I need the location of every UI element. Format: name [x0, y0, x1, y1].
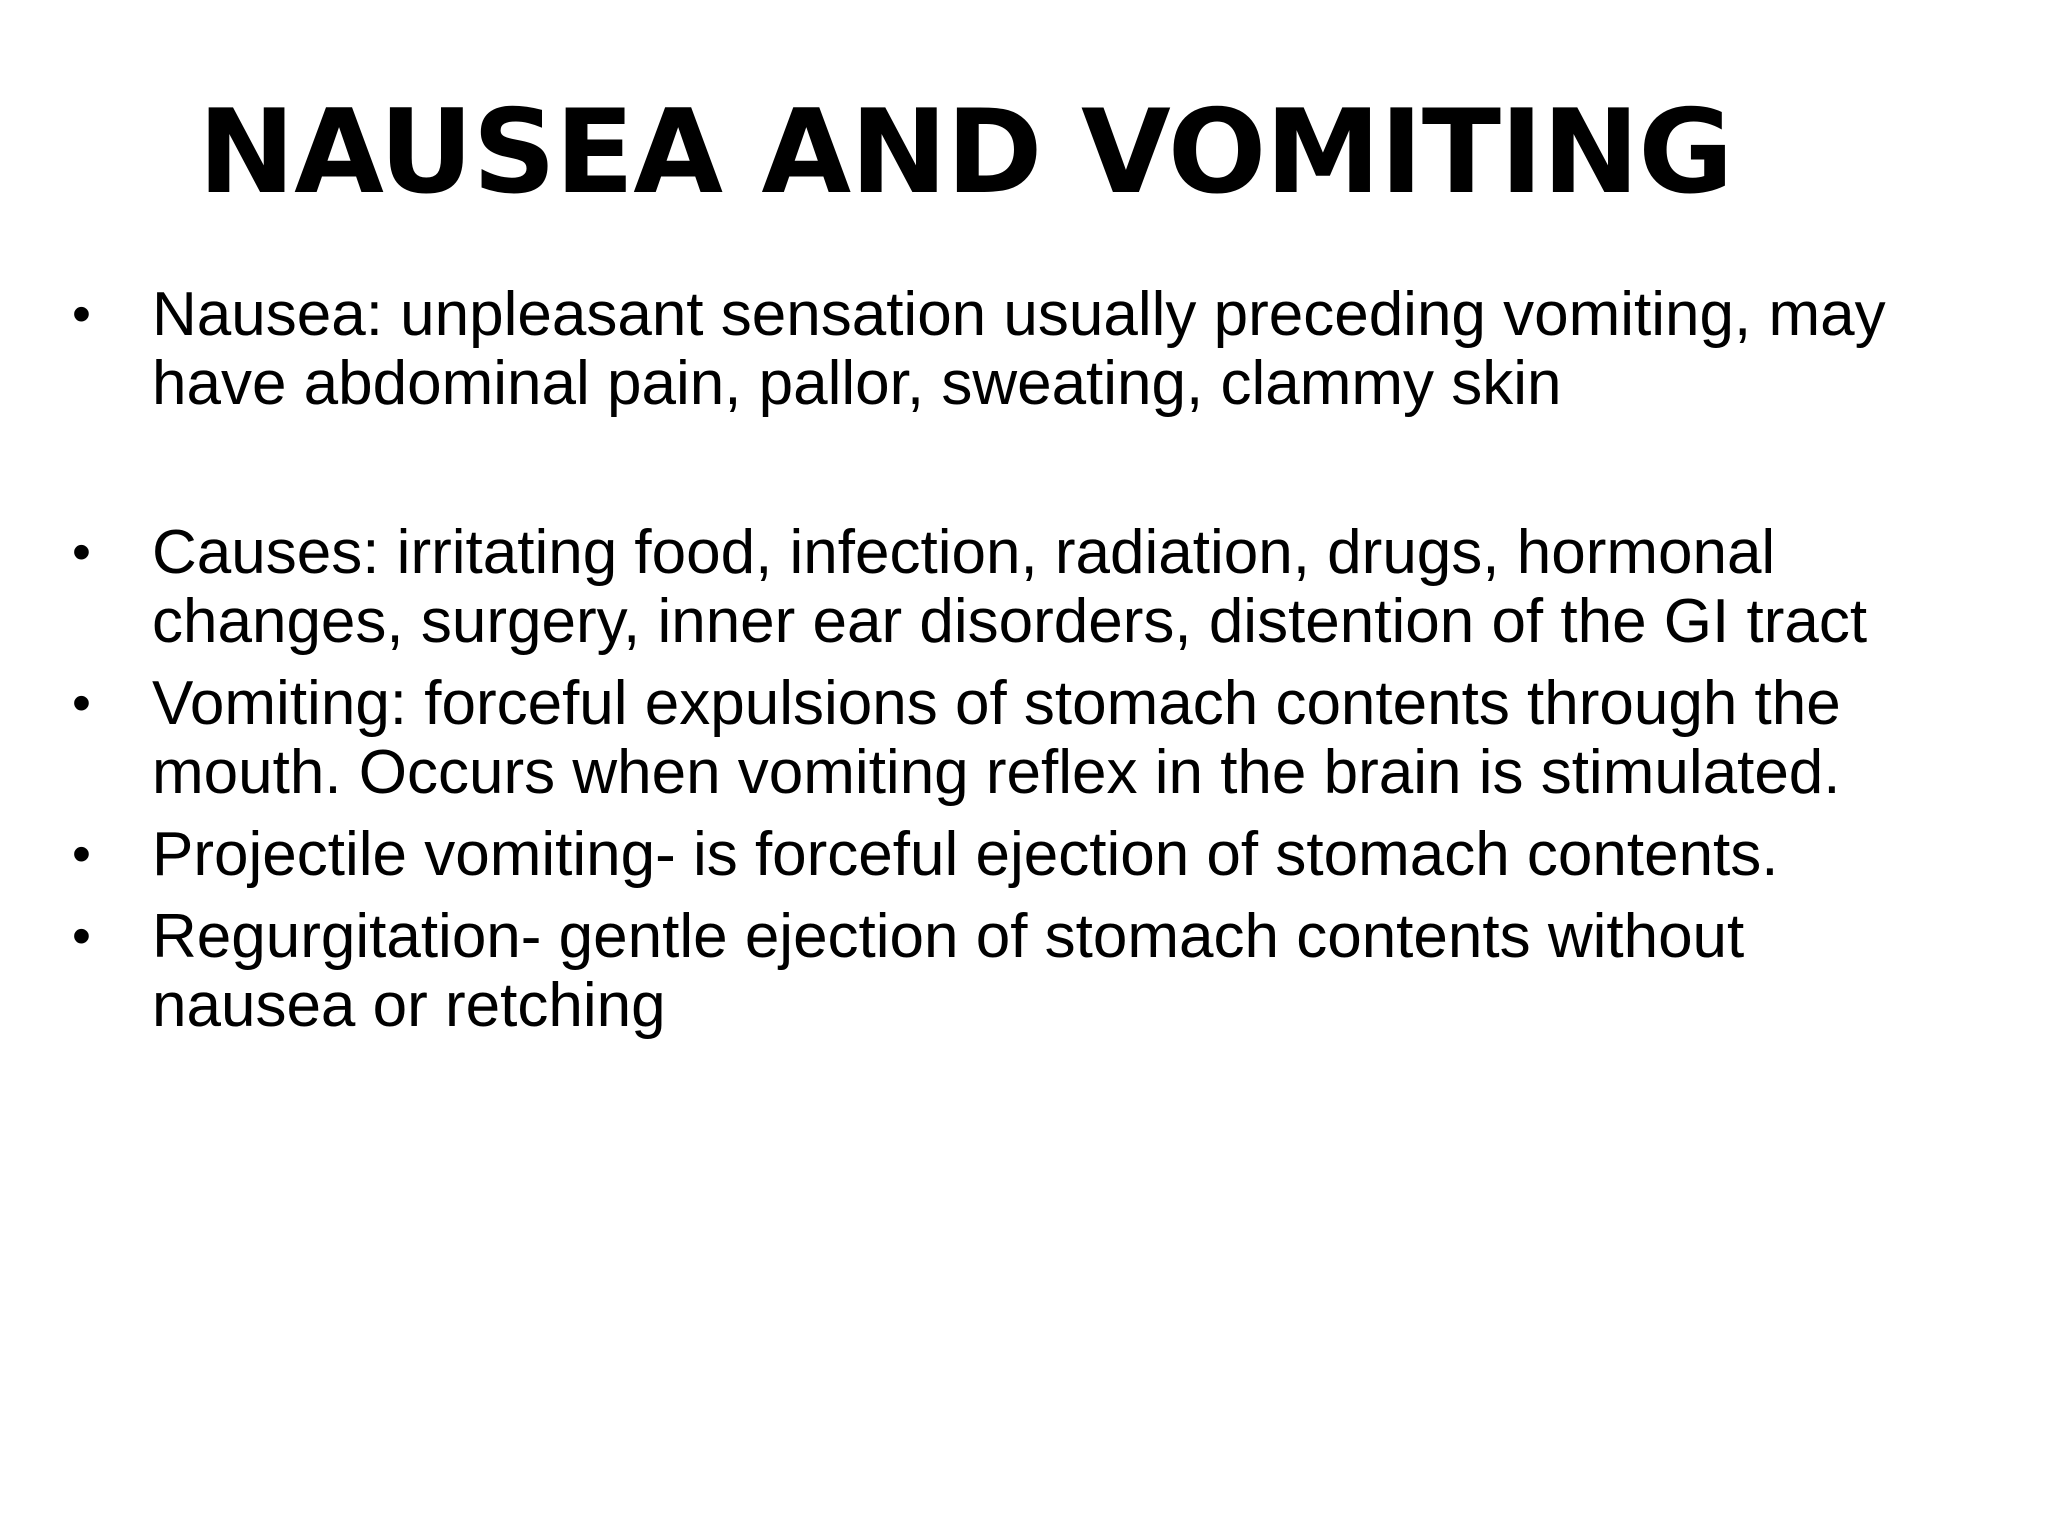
bullet-item-causes	[70, 518, 1890, 656]
bullet-item-nausea	[70, 280, 1890, 418]
bullet-text: Vomiting: forceful expulsions of stomach contents through the mouth. Occurs when vomiting reflex in the brain is stimulated.	[152, 669, 1841, 807]
bullet-text: Regurgitation- gentle ejection of stomach contents without nausea or retching	[152, 902, 1745, 1040]
bullet-marker: •	[72, 522, 91, 582]
bullet-item-vomiting	[70, 669, 1890, 807]
slide-title: NAUSEA AND VOMITING	[198, 85, 1733, 220]
bullet-item-regurgitation	[70, 902, 1890, 1040]
bullet-marker: •	[72, 824, 91, 884]
bullet-marker: •	[72, 673, 91, 733]
bullet-text: Projectile vomiting- is forceful ejection of stomach contents.	[152, 820, 1779, 889]
bullet-list	[70, 280, 1890, 1053]
bullet-marker: •	[72, 906, 91, 966]
bullet-item-projectile-vomiting	[70, 820, 1890, 889]
bullet-text: Causes: irritating food, infection, radiation, drugs, hormonal changes, surgery, inner ear disorders, distention of the GI tract	[152, 518, 1868, 656]
bullet-marker: •	[72, 284, 91, 344]
bullet-text: Nausea: unpleasant sensation usually preceding vomiting, may have abdominal pain, pallor, sweating, clammy skin	[152, 280, 1886, 418]
